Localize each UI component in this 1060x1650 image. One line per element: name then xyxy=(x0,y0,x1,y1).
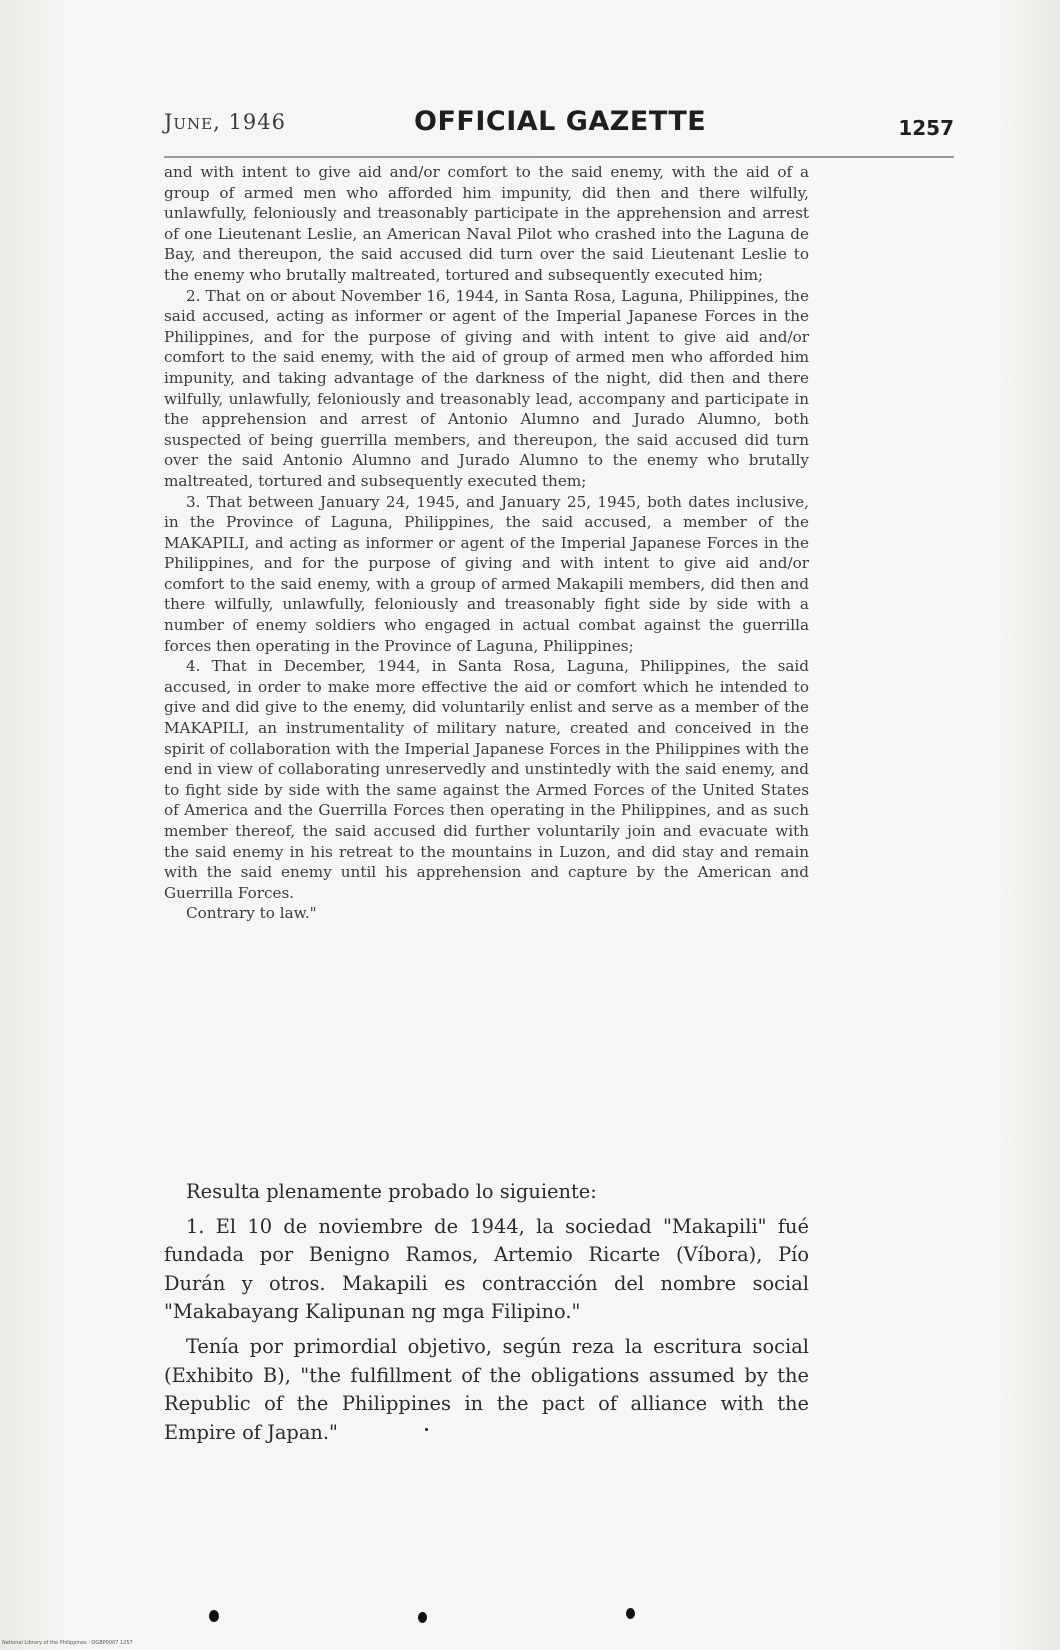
publication-title: OFFICIAL GAZETTE xyxy=(414,106,707,137)
paragraph-continuation: and with intent to give aid and/or comfort to the said enemy, with the aid of a group of armed men who afforded him impunity, did then and there wilfully, unlawfully, feloniously and treasonably participate in the apprehension and arrest of one Lieutenant Leslie, an American Naval Pilot who crashed into the Laguna de Bay, and thereupon, the said accused did turn over the said Lieutenant Leslie to the enemy who brutally maltreated, tortured and subsequently executed him; xyxy=(164,163,809,284)
paragraph-findings-intro: Resulta plenamente probado lo siguiente: xyxy=(186,1180,597,1203)
paragraph-count-3: 3. That between January 24, 1945, and January 25, 1945, both dates inclusive, in the Province of Laguna, Philippines, the said accused, a member of the MAKAPILI, and acting as informer or agent of the Imperial Japanese Forces in the Philippines, and for the purpose of giving and with intent to give aid and/or comfort to the said enemy, with a group of armed Makapili members, did then and there wilfully, unlawfully, feloniously and treasonably fight side by side with a number of enemy soldiers who engaged in actual combat against the guerrilla forces then operating in the Province of Laguna, Philippines; xyxy=(164,492,809,655)
paragraph-count-2: 2. That on or about November 16, 1944, in Santa Rosa, Laguna, Philippines, the said accused, acting as informer or agent of the Imperial Japanese Forces in the Philippines, and for the purpose of giving and with intent to give aid and/or comfort to the said enemy, with the aid of group of armed men who afforded him impunity, and taking advantage of the darkness of the night, did then and there wilfully, unlawfully, feloniously and treasonably lead, accompany and participate in the apprehension and arrest of Antonio Alumno and Jurado Alumno, both suspected of being guerrilla members, and thereupon, the said accused did turn over the said Antonio Alumno and Jurado Alumno to the enemy who brutally maltreated, tortured and subsequently executed them; xyxy=(164,286,809,490)
scan-credit: National Library of the Philippines · OGBP0007 1257 xyxy=(2,1640,133,1646)
paragraph-count-4: 4. That in December, 1944, in Santa Rosa, Laguna, Philippines, the said accused, in order to make more effective the aid or comfort which he intended to give and did give to the enemy, did voluntarily enlist and serve as a member of the MAKAPILI, an instrumentality of military nature, created and conceived in the spirit of collaboration with the Imperial Japanese Forces in the Philippines with the end in view of collaborating unreservedly and unstintedly with the said enemy, and to fight side by side with the same against the Armed Forces of the United States of America and the Guerrilla Forces then operating in the Philippines, and as such member thereof, the said accused did further voluntarily join and evacuate with the said enemy in his retreat to the mountains in Luzon, and did stay and remain with the said enemy until his apprehension and capture by the American and Guerrilla Forces. xyxy=(164,657,809,902)
page-header xyxy=(164,104,954,154)
issue-date: June, 1946 xyxy=(164,110,286,134)
paragraph-objective: Tenía por primordial objetivo, según reza la escritura social (Exhibito B), "the fulfillment of the obligations assumed by the Republic of the Philippines in the pact of alliance with the Empire of Japan." xyxy=(164,1334,809,1444)
page-number: 1257 xyxy=(898,116,954,140)
paragraph-closing: Contrary to law." xyxy=(186,904,317,923)
header-rule xyxy=(164,156,954,158)
ink-dot xyxy=(425,1428,428,1431)
ink-spot xyxy=(626,1608,635,1619)
information-text xyxy=(164,162,809,924)
decision-text xyxy=(164,1178,809,1453)
paragraph-finding-1: 1. El 10 de noviembre de 1944, la sociedad "Makapili" fué fundada por Benigno Ramos, Artemio Ricarte (Víbora), Pío Durán y otros. Makapili es contracción del nombre social "Makabayang Kalipunan ng mga Filipino." xyxy=(164,1214,809,1324)
ink-spot xyxy=(418,1612,427,1623)
ink-spot xyxy=(209,1610,219,1622)
